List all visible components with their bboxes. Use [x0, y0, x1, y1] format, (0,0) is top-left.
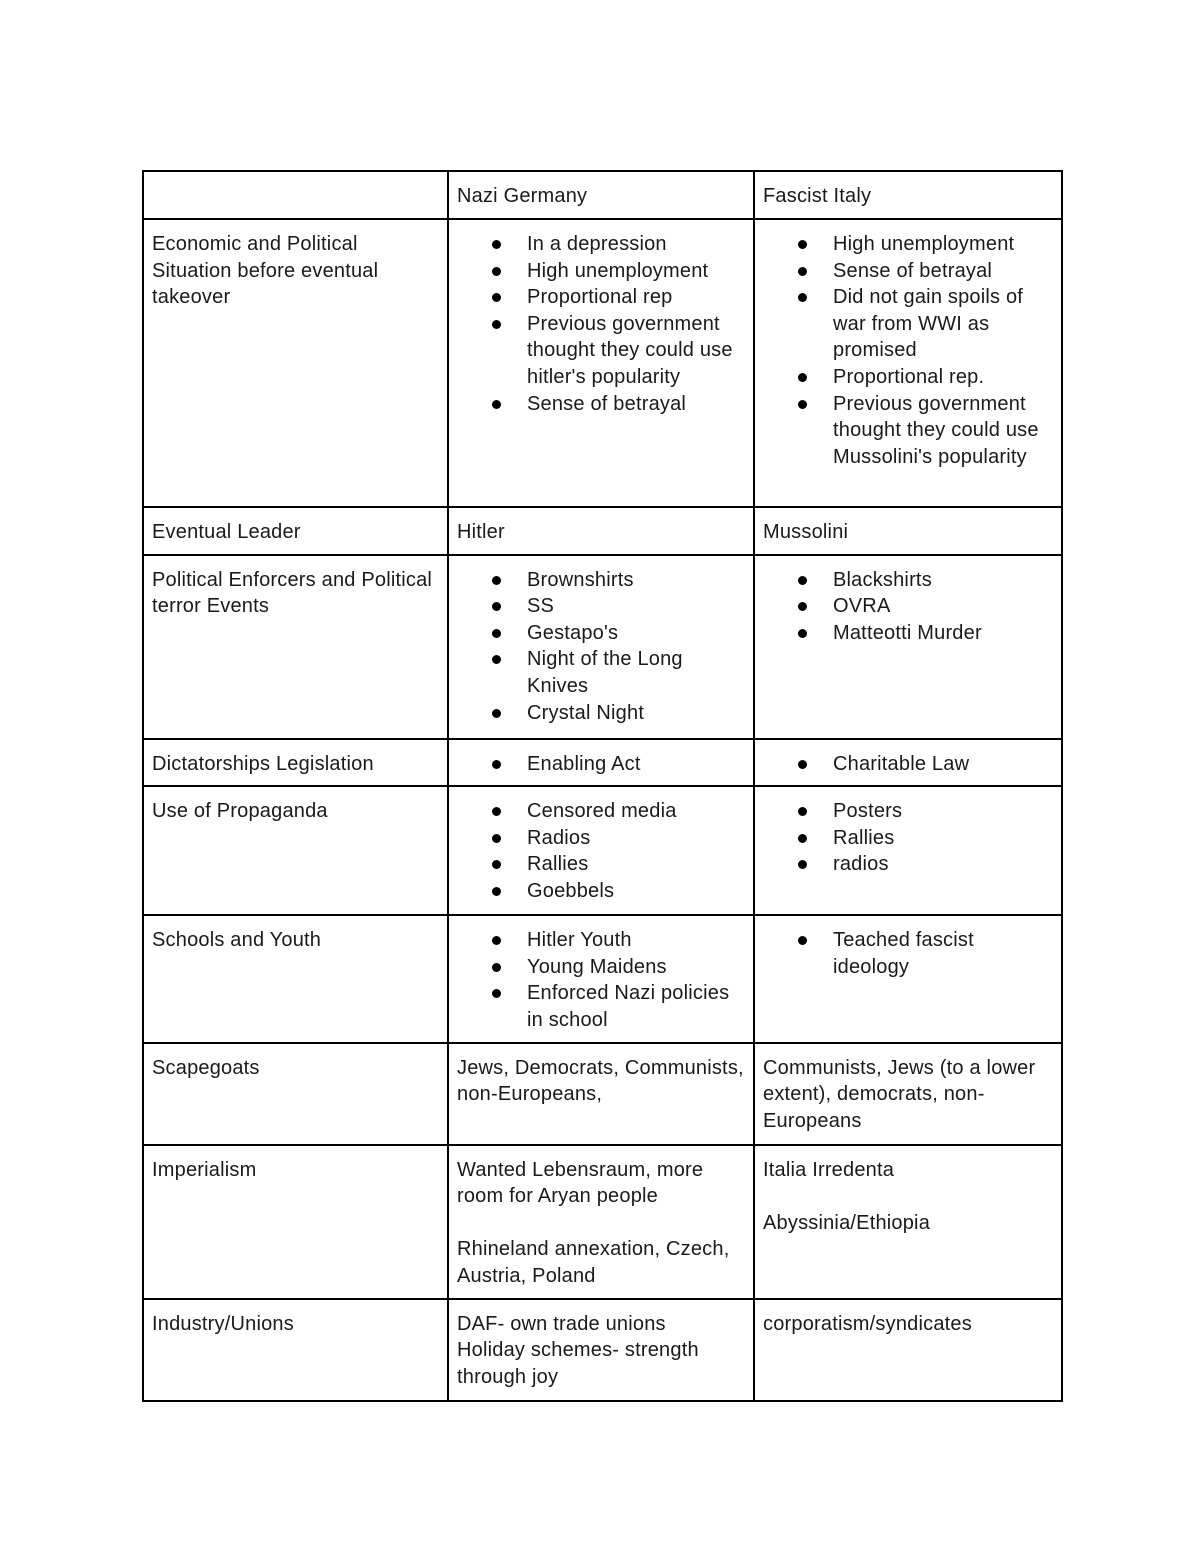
list-item-text: Gestapo's: [527, 621, 619, 644]
list-item-text: Previous government thought they could use Mussolini's popularity: [833, 392, 1039, 468]
bullet-list: [457, 751, 745, 778]
bullet-icon: [798, 834, 807, 843]
fascist-italy-cell: [754, 219, 1062, 507]
fascist-italy-cell: [754, 739, 1062, 787]
list-item: [457, 927, 745, 954]
list-item: [457, 231, 745, 258]
bullet-icon: [798, 860, 807, 869]
bullet-icon: [492, 936, 501, 945]
list-item-text: Previous government thought they could use hitler's popularity: [527, 312, 733, 388]
bullet-icon: [492, 240, 501, 249]
list-item-text: Sense of betrayal: [527, 392, 687, 415]
fascist-italy-cell: [754, 507, 1062, 555]
list-item-text: Proportional rep: [527, 286, 673, 309]
list-item-text: Young Maidens: [527, 955, 667, 978]
bullet-icon: [798, 807, 807, 816]
list-item-text: Night of the Long Knives: [527, 648, 683, 697]
list-item: [763, 593, 1053, 620]
bullet-icon: [492, 834, 501, 843]
bullet-icon: [798, 602, 807, 611]
list-item-text: High unemployment: [833, 233, 1015, 255]
bullet-list: [763, 927, 1053, 980]
bullet-list: [763, 751, 1053, 778]
cell-paragraph: Abyssinia/Ethiopia: [763, 1211, 931, 1234]
list-item-text: Rallies: [527, 853, 589, 876]
row-label: Economic and Political Situation before eventual takeover: [143, 219, 448, 507]
bullet-list: [457, 231, 745, 417]
list-item: [457, 825, 745, 852]
list-item: [457, 980, 745, 1033]
header-row: [143, 171, 1062, 219]
row-label: Dictatorships Legislation: [143, 739, 448, 787]
cell-paragraph: [763, 1183, 1053, 1210]
list-item: [763, 284, 1053, 364]
list-item: [457, 700, 745, 727]
bullet-icon: [492, 963, 501, 972]
list-item: [457, 567, 745, 594]
list-item: [457, 878, 745, 905]
list-item: [457, 284, 745, 311]
bullet-icon: [798, 373, 807, 382]
list-item: [763, 620, 1053, 647]
list-item: [457, 620, 745, 647]
list-item: [763, 391, 1053, 471]
table-row: [143, 1043, 1062, 1145]
row-label: Scapegoats: [143, 1043, 448, 1145]
bullet-icon: [492, 293, 501, 302]
list-item-text: Crystal Night: [527, 701, 645, 724]
cell-paragraph: Jews, Democrats, Communists, non-Europeans,: [457, 1056, 744, 1106]
list-item-text: Teached fascist ideology: [833, 929, 974, 978]
table-row: [143, 786, 1062, 915]
bullet-icon: [798, 240, 807, 249]
header-cell-nazi-germany: Nazi Germany: [448, 171, 754, 219]
list-item: [763, 364, 1053, 391]
list-item-text: SS: [527, 595, 555, 618]
bullet-list: [763, 231, 1053, 470]
list-item: [457, 391, 745, 418]
bullet-icon: [492, 602, 501, 611]
bullet-icon: [798, 629, 807, 638]
list-item: [457, 954, 745, 981]
list-item-text: Posters: [833, 800, 903, 823]
nazi-germany-cell: [448, 507, 754, 555]
cell-paragraph: Wanted Lebensraum, more room for Aryan people: [457, 1158, 704, 1208]
bullet-icon: [492, 267, 501, 276]
bullet-list: [457, 927, 745, 1033]
nazi-germany-cell: [448, 739, 754, 787]
list-item-text: Sense of betrayal: [833, 259, 993, 282]
cell-paragraph: Rhineland annexation, Czech, Austria, Poland: [457, 1238, 730, 1287]
list-item: [457, 751, 745, 778]
list-item-text: High unemployment: [527, 259, 709, 282]
list-item: [457, 311, 745, 391]
fascist-italy-cell: [754, 1299, 1062, 1401]
bullet-list: [763, 798, 1053, 878]
list-item: [457, 258, 745, 285]
table-row: [143, 1299, 1062, 1401]
nazi-germany-cell: [448, 915, 754, 1042]
list-item-text: Hitler Youth: [527, 929, 632, 952]
header-cell-empty: [143, 171, 448, 219]
list-item-text: Matteotti Murder: [833, 621, 982, 644]
bullet-icon: [492, 655, 501, 664]
cell-paragraph: corporatism/syndicates: [763, 1312, 972, 1335]
list-item-text: Enabling Act: [527, 752, 641, 775]
bullet-icon: [492, 760, 501, 769]
bullet-icon: [492, 709, 501, 718]
nazi-germany-cell: [448, 219, 754, 507]
cell-paragraph: Hitler: [457, 521, 505, 543]
cell-paragraph: Communists, Jews (to a lower extent), democrats, non-Europeans: [763, 1056, 1036, 1132]
bullet-icon: [492, 400, 501, 409]
bullet-icon: [798, 936, 807, 945]
bullet-icon: [492, 860, 501, 869]
bullet-list: [457, 567, 745, 727]
list-item: [763, 258, 1053, 285]
fascist-italy-cell: [754, 786, 1062, 915]
list-item: [457, 593, 745, 620]
table-body: [143, 171, 1062, 1401]
bullet-icon: [492, 989, 501, 998]
table-row: [143, 219, 1062, 507]
comparison-table: [142, 170, 1063, 1402]
list-item-text: Blackshirts: [833, 568, 932, 591]
nazi-germany-cell: [448, 555, 754, 739]
row-label: Political Enforcers and Political terror Events: [143, 555, 448, 739]
row-label: Industry/Unions: [143, 1299, 448, 1401]
list-item-text: Censored media: [527, 800, 677, 823]
list-item: [763, 825, 1053, 852]
cell-paragraph: Holiday schemes- strength through joy: [457, 1339, 699, 1388]
list-item-text: In a depression: [527, 233, 667, 255]
bullet-icon: [798, 576, 807, 585]
list-item: [763, 751, 1053, 778]
row-label: Eventual Leader: [143, 507, 448, 555]
fascist-italy-cell: [754, 1145, 1062, 1299]
bullet-icon: [492, 629, 501, 638]
nazi-germany-cell: [448, 1043, 754, 1145]
cell-paragraph: DAF- own trade unions: [457, 1312, 666, 1335]
table-row: [143, 555, 1062, 739]
nazi-germany-cell: [448, 786, 754, 915]
nazi-germany-cell: [448, 1299, 754, 1401]
list-item-text: Proportional rep.: [833, 365, 985, 388]
bullet-icon: [492, 576, 501, 585]
fascist-italy-cell: [754, 915, 1062, 1042]
table-row: [143, 1145, 1062, 1299]
table-row: [143, 507, 1062, 555]
bullet-list: [457, 798, 745, 904]
row-label: Schools and Youth: [143, 915, 448, 1042]
list-item-text: OVRA: [833, 595, 891, 618]
list-item: [763, 851, 1053, 878]
list-item: [763, 798, 1053, 825]
bullet-icon: [492, 887, 501, 896]
table-row: [143, 739, 1062, 787]
header-cell-fascist-italy: Fascist Italy: [754, 171, 1062, 219]
bullet-icon: [798, 400, 807, 409]
bullet-icon: [798, 293, 807, 302]
list-item-text: Enforced Nazi policies in school: [527, 982, 730, 1031]
bullet-icon: [492, 320, 501, 329]
bullet-icon: [492, 807, 501, 816]
fascist-italy-cell: [754, 555, 1062, 739]
list-item: [457, 851, 745, 878]
list-item-text: Did not gain spoils of war from WWI as promised: [833, 286, 1024, 362]
list-item: [763, 567, 1053, 594]
table-row: [143, 915, 1062, 1042]
list-item-text: Rallies: [833, 826, 895, 849]
list-item-text: Goebbels: [527, 879, 615, 902]
fascist-italy-cell: [754, 1043, 1062, 1145]
list-item: [457, 646, 745, 699]
bullet-icon: [798, 760, 807, 769]
list-item-text: radios: [833, 853, 889, 876]
list-item: [457, 798, 745, 825]
cell-paragraph: [457, 1210, 745, 1237]
list-item: [763, 927, 1053, 980]
list-item-text: Charitable Law: [833, 752, 970, 775]
cell-paragraph: Mussolini: [763, 521, 849, 543]
bullet-icon: [798, 267, 807, 276]
row-label: Use of Propaganda: [143, 786, 448, 915]
bullet-list: [763, 567, 1053, 647]
cell-paragraph: Italia Irredenta: [763, 1158, 895, 1181]
row-label: Imperialism: [143, 1145, 448, 1299]
list-item: [763, 231, 1053, 258]
list-item-text: Radios: [527, 826, 591, 849]
list-item-text: Brownshirts: [527, 568, 634, 591]
nazi-germany-cell: [448, 1145, 754, 1299]
